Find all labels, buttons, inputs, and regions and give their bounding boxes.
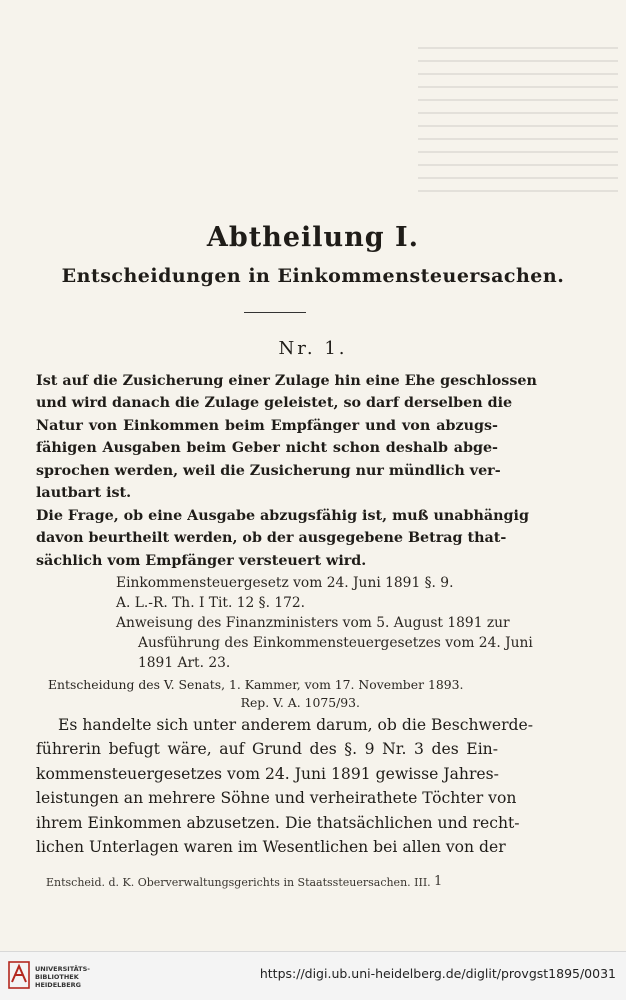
headnote-line: Ist auf die Zusicherung einer Zulage hin eine Ehe geschlossen: [36, 373, 537, 389]
decision-citation: [48, 676, 498, 712]
library-name-line: HEIDELBERG: [35, 981, 82, 989]
library-name-line: UNIVERSITÄTS-: [35, 965, 90, 973]
page-number: 1: [434, 874, 443, 889]
body-line: ihrem Einkommen abzusetzen. Die thatsächlichen und recht-: [36, 813, 520, 832]
headnote-line: und wird danach die Zulage geleistet, so darf derselben die: [36, 395, 513, 412]
bleed-through-text: [418, 36, 618, 236]
case-number: Nr. 1.: [278, 338, 348, 359]
body-line: lichen Unterlagen waren im Wesentlichen bei allen von der: [36, 838, 506, 857]
body-line: führerin befugt wäre, auf Grund des §. 9 Nr. 3 des Ein-: [36, 740, 498, 759]
permalink-url[interactable]: https://digi.ub.uni-heidelberg.de/diglit/provgst1895/0031: [259, 966, 616, 981]
section-title: Abtheilung I.: [206, 222, 420, 253]
decision-reference: Rep. V. A. 1075/93.: [240, 695, 360, 710]
decision-line: Entscheidung des V. Senats, 1. Kammer, vom 17. November 1893.: [48, 677, 464, 692]
reference-item: Anweisung des Finanzministers vom 5. August 1891 zur: [116, 615, 510, 631]
viewer-footer-bar: [0, 951, 626, 1000]
library-name-line: BIBLIOTHEK: [35, 973, 79, 981]
library-logo-icon[interactable]: [8, 960, 30, 990]
headnote-line: Natur von Einkommen beim Empfänger und von abzugs-: [36, 417, 498, 434]
headnote-line: sprochen werden, weil die Zusicherung nur mündlich ver-: [36, 462, 501, 479]
headnote-line: Die Frage, ob eine Ausgabe abzugsfähig ist, muß unabhängig: [36, 508, 529, 524]
headnote-paragraph-2: [36, 505, 529, 572]
body-paragraph: [36, 713, 534, 859]
reference-item: A. L.-R. Th. I Tit. 12 §. 172.: [116, 595, 306, 611]
divider-rule: [244, 312, 306, 313]
reference-item: Ausführung des Einkommensteuergesetzes vom 24. Juni: [138, 635, 533, 651]
reference-item: 1891 Art. 23.: [138, 655, 231, 671]
footer-signature: Entscheid. d. K. Oberverwaltungsgerichts in Staatssteuersachen. III.: [46, 876, 431, 889]
body-line: kommensteuergesetzes vom 24. Juni 1891 gewisse Jahres-: [36, 764, 499, 783]
reference-item: Einkommensteuergesetz vom 24. Juni 1891 §. 9.: [116, 575, 454, 591]
headnote-line: lautbart ist.: [36, 485, 132, 502]
body-line: leistungen an mehrere Söhne und verheirathete Töchter von: [36, 789, 517, 808]
legal-references: [116, 573, 533, 673]
headnote-paragraph-1: [36, 370, 537, 504]
body-line: Es handelte sich unter anderem darum, ob die Beschwerde-: [58, 716, 534, 734]
library-name: [35, 965, 90, 989]
headnote-line: davon beurtheilt werden, ob der ausgegebene Betrag that-: [36, 530, 507, 547]
headnote-line: sächlich vom Empfänger versteuert wird.: [36, 552, 367, 569]
headnote-line: fähigen Ausgaben beim Geber nicht schon deshalb abge-: [36, 440, 498, 457]
section-subtitle: Entscheidungen in Einkommensteuersachen.: [61, 265, 565, 287]
